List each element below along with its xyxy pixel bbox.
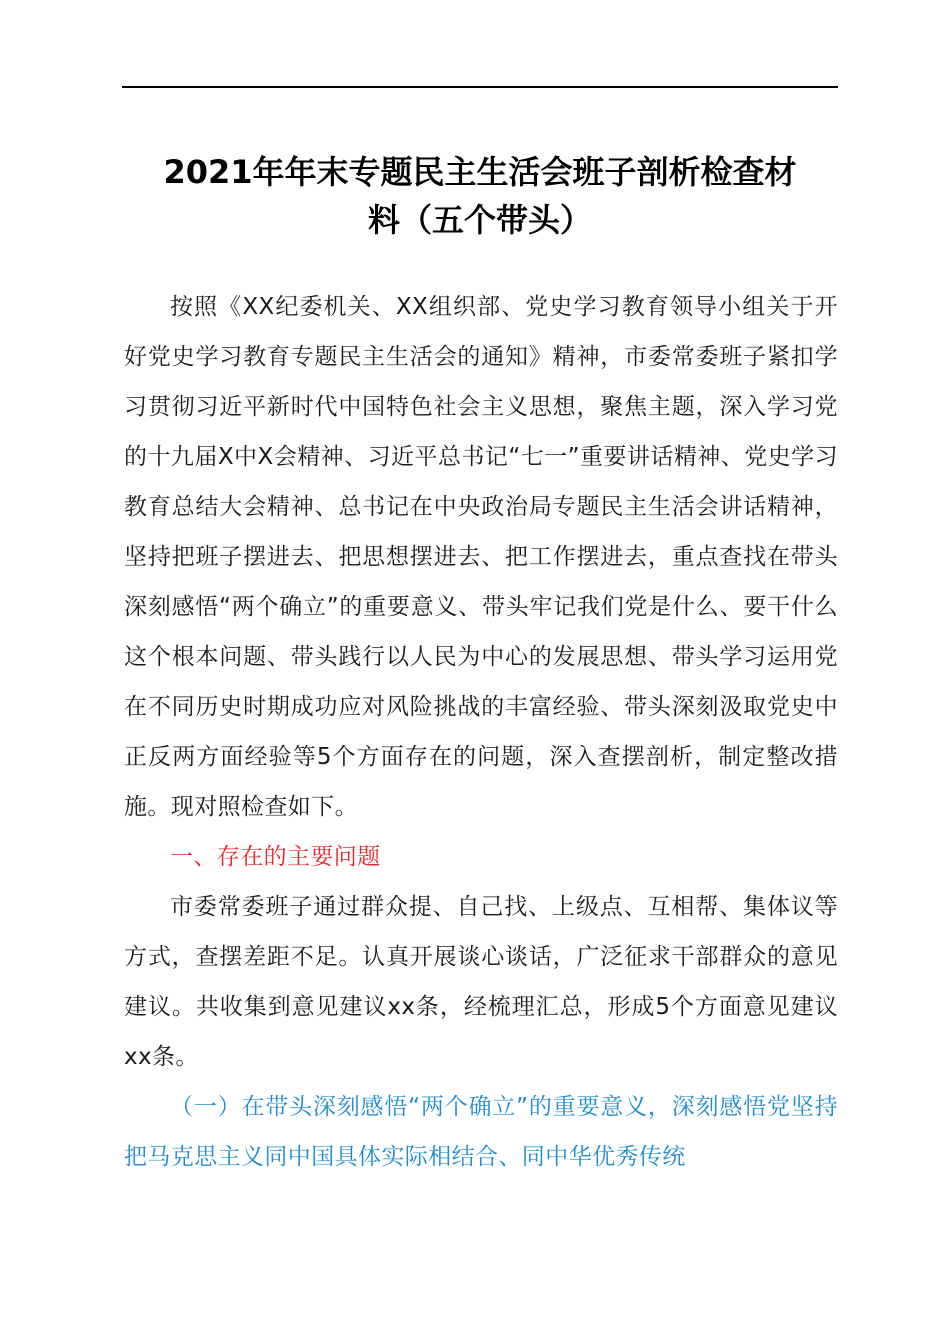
- document-title: [100, 148, 860, 244]
- header-rule: [122, 86, 838, 88]
- intro-paragraph: 按照《XX纪委机关、XX组织部、党史学习教育领导小组关于开好党史学习教育专题民主生活会的通知》精神，市委常委班子紧扣学习贯彻习近平新时代中国特色社会主义思想，聚焦主题，深入学习党的十九届X中X会精神、习近平总书记“七一”重要讲话精神、党史学习教育总结大会精神、总书记在中央政治局专题民主生活会讲话精神，坚持把班子摆进去、把思想摆进去、把工作摆进去，重点查找在带头深刻感悟“两个确立”的重要意义、带头牢记我们党是什么、要干什么这个根本问题、带头践行以人民为中心的发展思想、带头学习运用党在不同历史时期成功应对风险挑战的丰富经验、带头深刻汲取党史中正反两方面经验等5个方面存在的问题，深入查摆剖析，制定整改措施。现对照检查如下。: [124, 294, 838, 820]
- document-body: [124, 282, 838, 1182]
- title-line-2: 料（五个带头）: [367, 201, 592, 239]
- subsection-heading-1: （一）在带头深刻感悟“两个确立”的重要意义，深刻感悟党坚持把马克思主义同中国具体实际相结合、同中华优秀传统: [124, 1094, 838, 1170]
- section-heading-1: 一、存在的主要问题: [170, 844, 381, 870]
- title-line-1: 2021年年末专题民主生活会班子剖析检查材: [163, 153, 797, 191]
- section-1-paragraph: 市委常委班子通过群众提、自己找、上级点、互相帮、集体议等方式，查摆差距不足。认真开展谈心谈话，广泛征求干部群众的意见建议。共收集到意见建议xx条，经梳理汇总，形成5个方面意见建议xx条。: [124, 894, 838, 1070]
